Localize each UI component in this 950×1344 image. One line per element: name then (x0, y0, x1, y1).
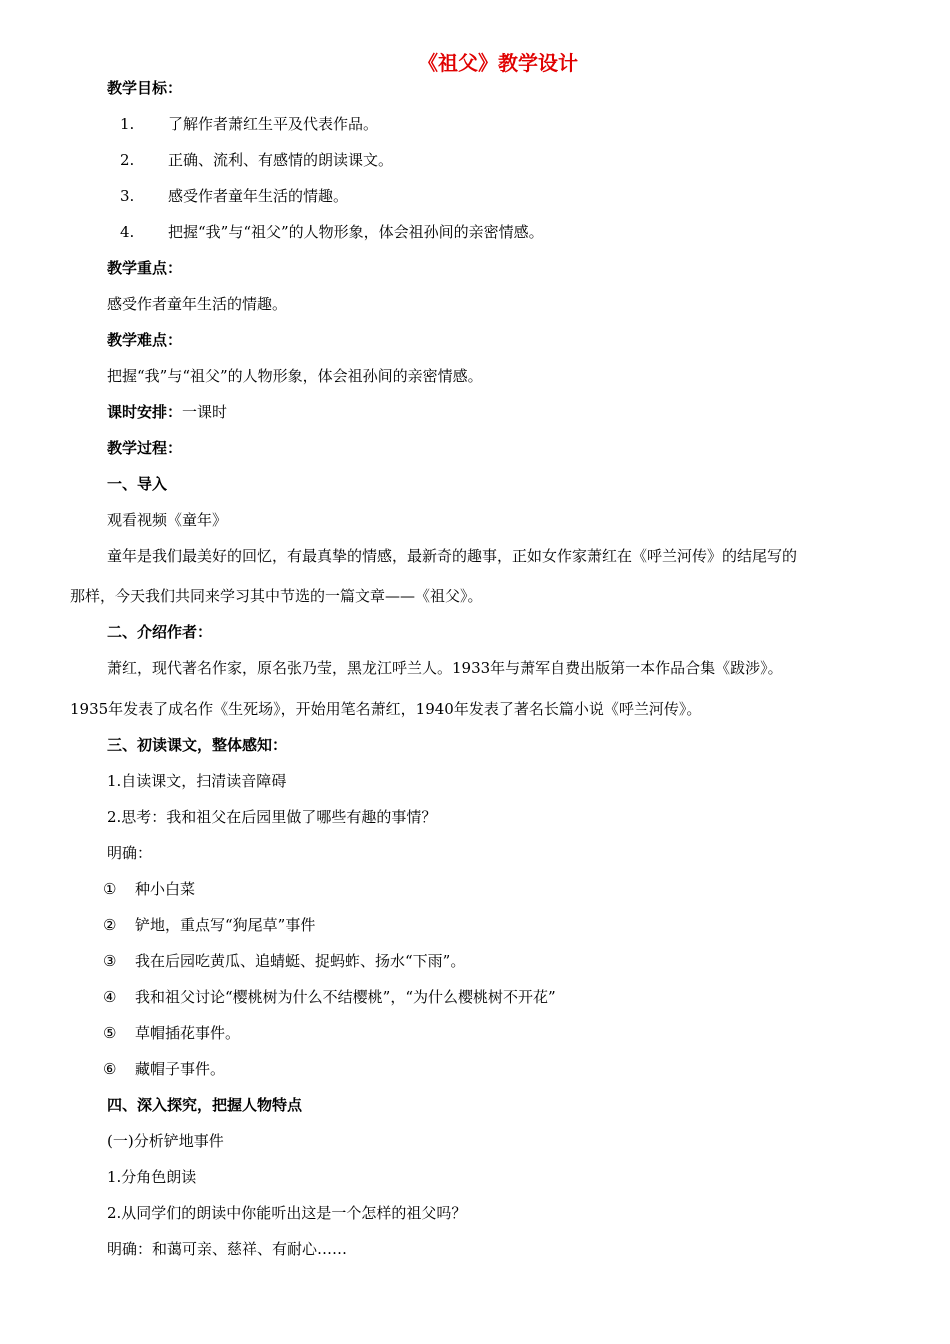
paragraph-line: 童年是我们最美好的回忆，有最真挚的情感，最新奇的趣事，正如女作家萧红在《呼兰河传》的结尾写的 (107, 547, 798, 565)
objective-text: 正确、流利、有感情的朗读课文。 (168, 151, 394, 169)
key-point-heading: 教学重点： (107, 259, 183, 277)
list-marker: ⑥ (103, 1060, 117, 1078)
objective-number: 1. (120, 115, 135, 133)
answer-text: 明确：和蔼可亲、慈祥、有耐心…… (107, 1240, 348, 1258)
key-point-text: 感受作者童年生活的情趣。 (107, 295, 288, 313)
step-text: 2.思考：我和祖父在后园里做了哪些有趣的事情？ (107, 808, 437, 826)
list-item (103, 1059, 225, 1079)
paragraph-line: 萧红，现代著名作家，原名张乃莹，黑龙江呼兰人。1933年与萧军自费出版第一本作品合集《跋涉》。 (107, 659, 783, 677)
schedule-line (107, 402, 227, 422)
objective-item (120, 150, 393, 170)
objective-text: 了解作者萧红生平及代表作品。 (168, 115, 379, 133)
section-heading: 二、介绍作者： (107, 623, 213, 641)
page-title: 《祖父》教学设计 (418, 51, 578, 75)
objective-text: 把握“我”与“祖父”的人物形象，体会祖孙间的亲密情感。 (168, 223, 544, 241)
objective-item (120, 186, 348, 206)
step-text: 1.分角色朗读 (107, 1168, 197, 1186)
section-text: 观看视频《童年》 (107, 511, 228, 529)
schedule-text: 一课时 (182, 403, 228, 421)
list-item (103, 915, 315, 935)
list-item (103, 951, 465, 971)
objective-number: 2. (120, 151, 135, 169)
list-item-text: 我在后园吃黄瓜、追蜻蜓、捉蚂蚱、扬水“下雨”。 (135, 952, 466, 970)
list-item (103, 987, 556, 1007)
step-text: 1.自读课文，扫清读音障碍 (107, 772, 287, 790)
list-item-text: 铲地，重点写“狗尾草”事件 (135, 916, 316, 934)
list-marker: ② (103, 916, 117, 934)
answer-label: 明确： (107, 844, 153, 862)
list-item-text: 藏帽子事件。 (135, 1060, 226, 1078)
list-marker: ① (103, 880, 117, 898)
paragraph-line: 1935年发表了成名作《生死场》，开始用笔名萧红，1940年发表了著名长篇小说《呼兰河传》。 (70, 700, 702, 718)
difficulty-heading: 教学难点： (107, 331, 183, 349)
list-item-text: 我和祖父讨论“樱桃树为什么不结樱桃”，“为什么樱桃树不开花” (135, 988, 556, 1006)
process-heading: 教学过程： (107, 439, 183, 457)
list-marker: ③ (103, 952, 117, 970)
paragraph-line: 那样，今天我们共同来学习其中节选的一篇文章——《祖父》。 (70, 587, 483, 605)
difficulty-text: 把握“我”与“祖父”的人物形象，体会祖孙间的亲密情感。 (107, 367, 483, 385)
step-text: 2.从同学们的朗读中你能听出这是一个怎样的祖父吗？ (107, 1204, 467, 1222)
objectives-heading: 教学目标： (107, 79, 183, 97)
section-heading: 一、导入 (107, 475, 168, 493)
section-heading: 四、深入探究，把握人物特点 (107, 1096, 303, 1114)
schedule-heading: 课时安排： (107, 403, 183, 421)
objective-item (120, 222, 544, 242)
list-item-text: 草帽插花事件。 (135, 1024, 241, 1042)
list-marker: ④ (103, 988, 117, 1006)
objective-number: 3. (120, 187, 135, 205)
list-item (103, 1023, 240, 1043)
list-marker: ⑤ (103, 1024, 117, 1042)
list-item-text: 种小白菜 (135, 880, 196, 898)
objective-text: 感受作者童年生活的情趣。 (168, 187, 349, 205)
objective-number: 4. (120, 223, 135, 241)
objective-item (120, 114, 378, 134)
subsection-heading: (一)分析铲地事件 (107, 1132, 224, 1150)
section-heading: 三、初读课文，整体感知： (107, 736, 288, 754)
list-item (103, 879, 195, 899)
